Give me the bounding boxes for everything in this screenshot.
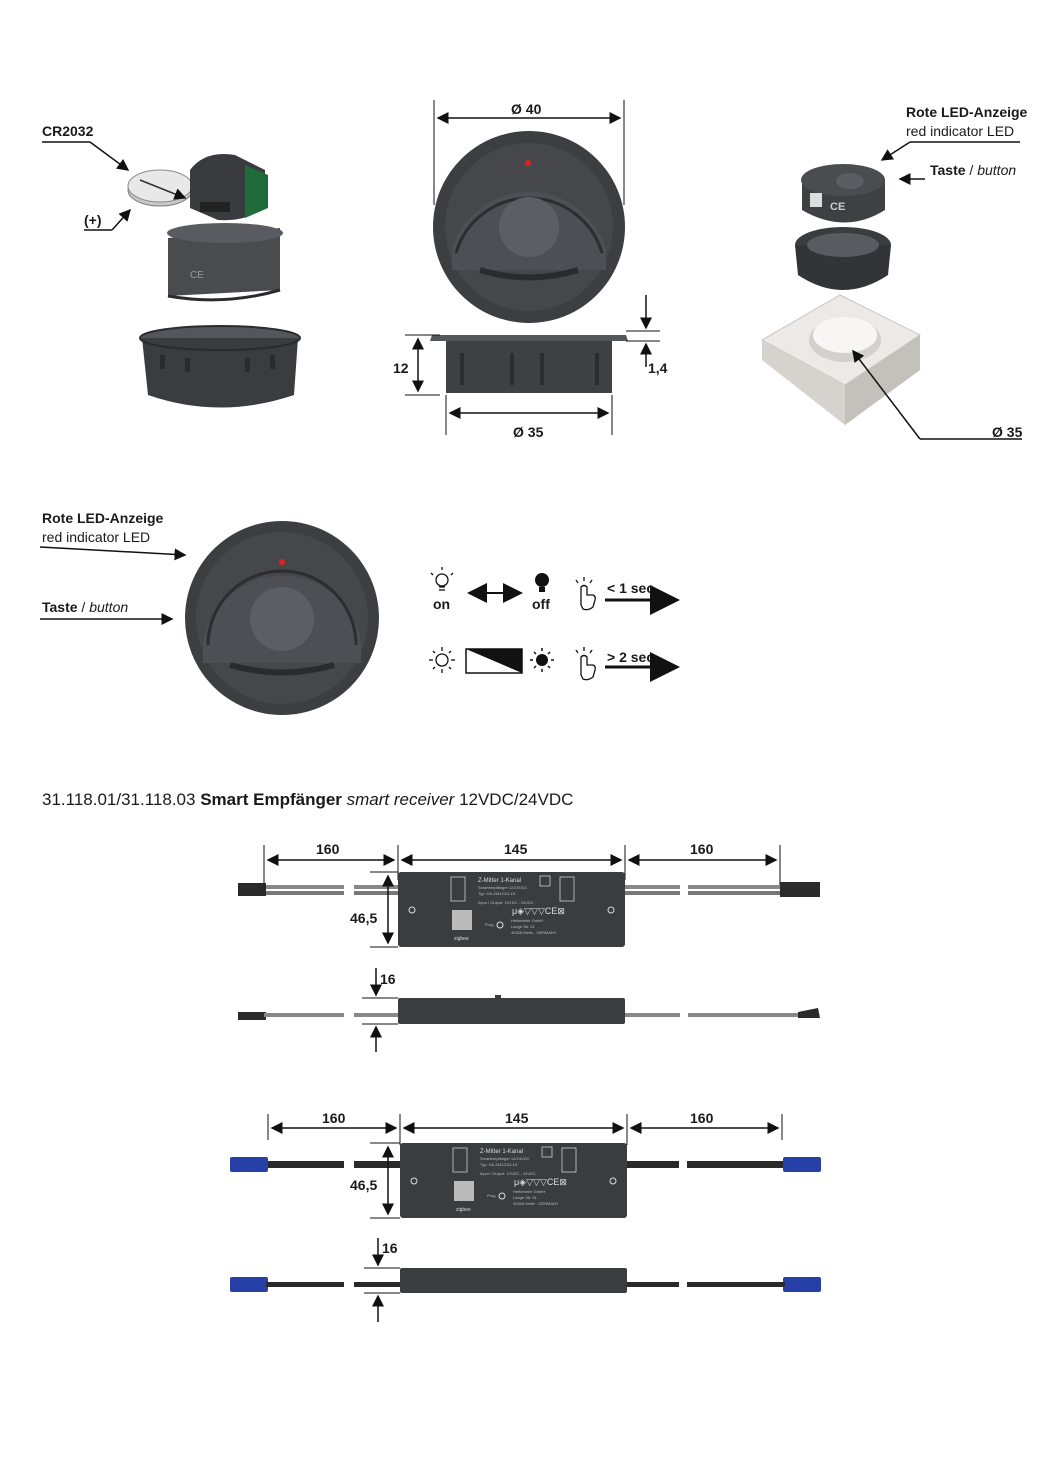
dim-diameter-top: Ø 40 (511, 101, 542, 117)
svg-text:μ◈▽▽▽CE⊠: μ◈▽▽▽CE⊠ (514, 1177, 567, 1187)
v2-label-prog: Prog (487, 1193, 496, 1198)
v1-label-zigbee: zigbee (454, 936, 469, 942)
v2-dim-width: 46,5 (350, 1177, 378, 1193)
svg-text:CE: CE (830, 201, 846, 213)
v1-dim-right: 160 (690, 841, 714, 857)
dim-height: 12 (393, 360, 409, 376)
heading-voltage: 12VDC/24VDC (459, 790, 574, 809)
v2-dim-right: 160 (690, 1110, 714, 1126)
v1-dim-left: 160 (316, 841, 340, 857)
v2-label-sub: Smartempfänger 12/24VDC (480, 1156, 530, 1161)
svg-text:CE: CE (190, 270, 204, 281)
short-press-label: < 1 sec (607, 580, 655, 596)
v2-dim-left: 160 (322, 1110, 346, 1126)
cr2032-label: CR2032 (42, 123, 94, 139)
install-button-en: button (977, 162, 1017, 178)
install-button-sep: / (965, 162, 978, 178)
op-button-de: Taste (42, 599, 78, 615)
v2-dim-height: 16 (382, 1240, 398, 1256)
v1-dim-width: 46,5 (350, 910, 378, 926)
v1-label-maker: Hettemeier GmbH (511, 918, 544, 923)
v2-label-title: Z-Mitter 1-Kanal (480, 1149, 524, 1155)
polarity-label: (+) (84, 212, 102, 228)
install-led-de: Rote LED-Anzeige (906, 104, 1028, 120)
v1-label-city: 49326 Melle - GERMANY (511, 930, 557, 935)
heading-number: 31.118.01/31.118.03 (42, 790, 196, 809)
v2-label-maker: Hettemeier GmbH (513, 1189, 546, 1194)
v2-label-street: Lange Str. 51 (513, 1195, 537, 1200)
v1-label-sub: Smartempfänger 12/24VDC (478, 885, 528, 890)
op-led-de: Rote LED-Anzeige (42, 510, 164, 526)
op-button-en: button (89, 599, 129, 615)
v1-label-prog: Prog (485, 922, 494, 927)
v1-label-title: Z-Mitter 1-Kanal (478, 878, 522, 884)
v1-label-type: Typ: HA-ZM12/24-1K (478, 891, 516, 896)
v1-dim-body: 145 (504, 841, 528, 857)
dim-diameter-bottom: Ø 35 (513, 424, 544, 440)
install-led-en: red indicator LED (906, 123, 1015, 139)
v1-label-street: Lange Str. 51 (511, 924, 535, 929)
op-button-sep: / (77, 599, 90, 615)
v2-label-zigbee: zigbee (456, 1207, 471, 1213)
op-led-en: red indicator LED (42, 529, 151, 545)
long-press-label: > 2 sec (607, 649, 655, 665)
heading-en: smart receiver (346, 790, 455, 809)
v2-label-io: Input / Output: 12VDC - 24VDC (480, 1171, 536, 1176)
v1-dim-height: 16 (380, 971, 396, 987)
install-button-de: Taste (930, 162, 966, 178)
heading-de: Smart Empfänger (200, 790, 342, 809)
on-label: on (433, 596, 451, 612)
v2-dim-body: 145 (505, 1110, 529, 1126)
dim-flange: 1,4 (648, 360, 668, 376)
v1-label-io: Input / Output: 12VDC - 24VDC (478, 900, 534, 905)
off-label: off (532, 596, 550, 612)
install-cutout-dim: Ø 35 (992, 424, 1023, 440)
svg-text:μ◈▽▽▽CE⊠: μ◈▽▽▽CE⊠ (512, 906, 565, 916)
v2-label-city: 49326 Melle - GERMANY (513, 1201, 559, 1206)
v2-label-type: Typ: HA-ZM12/24-1K (480, 1162, 518, 1167)
